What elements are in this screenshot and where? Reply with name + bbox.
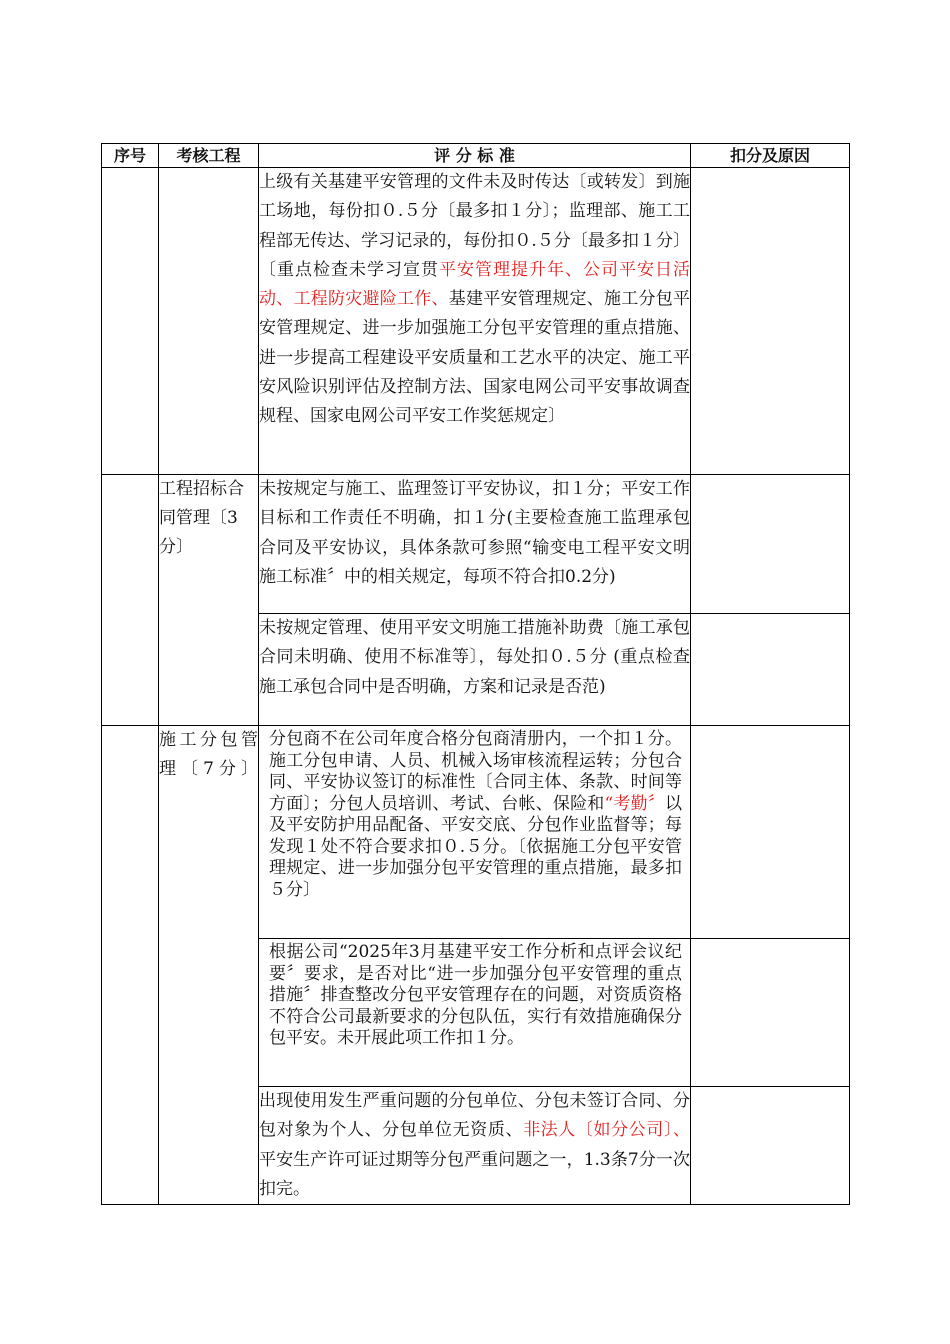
cell-no	[102, 475, 159, 726]
criteria-text: 分包商不在公司年度合格分包商清册内，一个扣１分。施工分包申请、人员、机械入场审核流程运转；分包合同、平安协议签订的标准性〔合同主体、条款、时间等方面〕；分包人员培训、考试、台帐、保险和	[269, 729, 682, 814]
criteria-cell	[259, 1087, 691, 1205]
deduction-cell[interactable]	[691, 168, 850, 475]
scoring-table	[101, 143, 850, 1205]
deduction-cell[interactable]	[691, 939, 850, 1087]
table-row	[102, 475, 850, 614]
deduction-cell[interactable]	[691, 726, 850, 939]
criteria-text: 基建平安管理规定、施工分包平安管理规定、进一步加强施工分包平安管理的重点措施、进一步提高工程建设平安质量和工艺水平的决定、施工平安风险识别评估及控制方法、国家电网公司平安事故调查规程、国家电网公司平安工作奖惩规定〕	[259, 289, 690, 427]
table-row	[102, 726, 850, 939]
criteria-cell	[259, 614, 691, 726]
criteria-text: 出现使用发生严重问题的分包单位、分包未签订合同、分包对象为个人、分包单位无资质、	[259, 1091, 690, 1141]
item-contract-management: 工程招标合同管理〔3分〕	[159, 475, 259, 726]
deduction-cell[interactable]	[691, 614, 850, 726]
header-item: 考核工程	[159, 144, 259, 168]
criteria-highlight: 非法人〔如分公司〕、	[523, 1120, 690, 1141]
header-standard: 评 分 标 准	[259, 144, 691, 168]
criteria-text: 平安生产许可证过期等分包严重问题之一，1.3条7分一次扣完。	[259, 1149, 690, 1199]
criteria-cell	[259, 726, 691, 939]
deduction-cell[interactable]	[691, 475, 850, 614]
cell-no	[102, 726, 159, 1205]
criteria-text: 根据公司“2025年3月基建平安工作分析和点评会议纪要〞要求，是否对比“进一步加强分包平安管理的重点措施〞排查整改分包平安管理存在的问题，对资质资格不符合公司最新要求的分包队伍，实行有效措施确保分包平安。未开展此项工作扣１分。	[269, 942, 682, 1049]
criteria-highlight: “考勤〞	[604, 793, 665, 814]
deduction-cell[interactable]	[691, 1087, 850, 1205]
criteria-text: 未按规定管理、使用平安文明施工措施补助费〔施工承包合同未明确、使用不标准等〕，每处扣０.５分 (重点检查施工承包合同中是否明确，方案和记录是否范)	[259, 618, 690, 697]
cell-no	[102, 168, 159, 475]
criteria-highlight: 平安管理提升年、公司平安日活动、工程防灾避险工作、	[259, 259, 690, 310]
header-deduction: 扣分及原因	[691, 144, 850, 168]
criteria-text: 上级有关基建平安管理的文件未及时传达〔或转发〕到施工场地，每份扣０.５分〔最多扣１分〕；监理部、施工工程部无传达、学习记录的，每份扣０.５分〔最多扣１分〕〔重点检查未学习宣贯	[259, 172, 690, 280]
criteria-text: 以及平安防护用品配备、平安交底、分包作业监督等；每发现１处不符合要求扣０.５分。〔依据施工分包平安管理规定、进一步加强分包平安管理的重点措施，最多扣５分〕	[269, 793, 682, 900]
table-header-row	[102, 144, 850, 168]
criteria-cell	[259, 168, 691, 475]
criteria-text: 未按规定与施工、监理签订平安协议，扣１分；平安工作目标和工作责任不明确，扣１分(主要检查施工监理承包合同及平安协议，具体条款可参照“输变电工程平安文明施工标准〞中的相关规定，每项不符合扣0.2分)	[259, 479, 690, 587]
criteria-cell	[259, 475, 691, 614]
cell-item	[159, 168, 259, 475]
item-subcontract-management: 施工分包管理〔7分〕	[159, 726, 259, 1205]
criteria-cell	[259, 939, 691, 1087]
header-no: 序号	[102, 144, 159, 168]
table-row	[102, 168, 850, 475]
